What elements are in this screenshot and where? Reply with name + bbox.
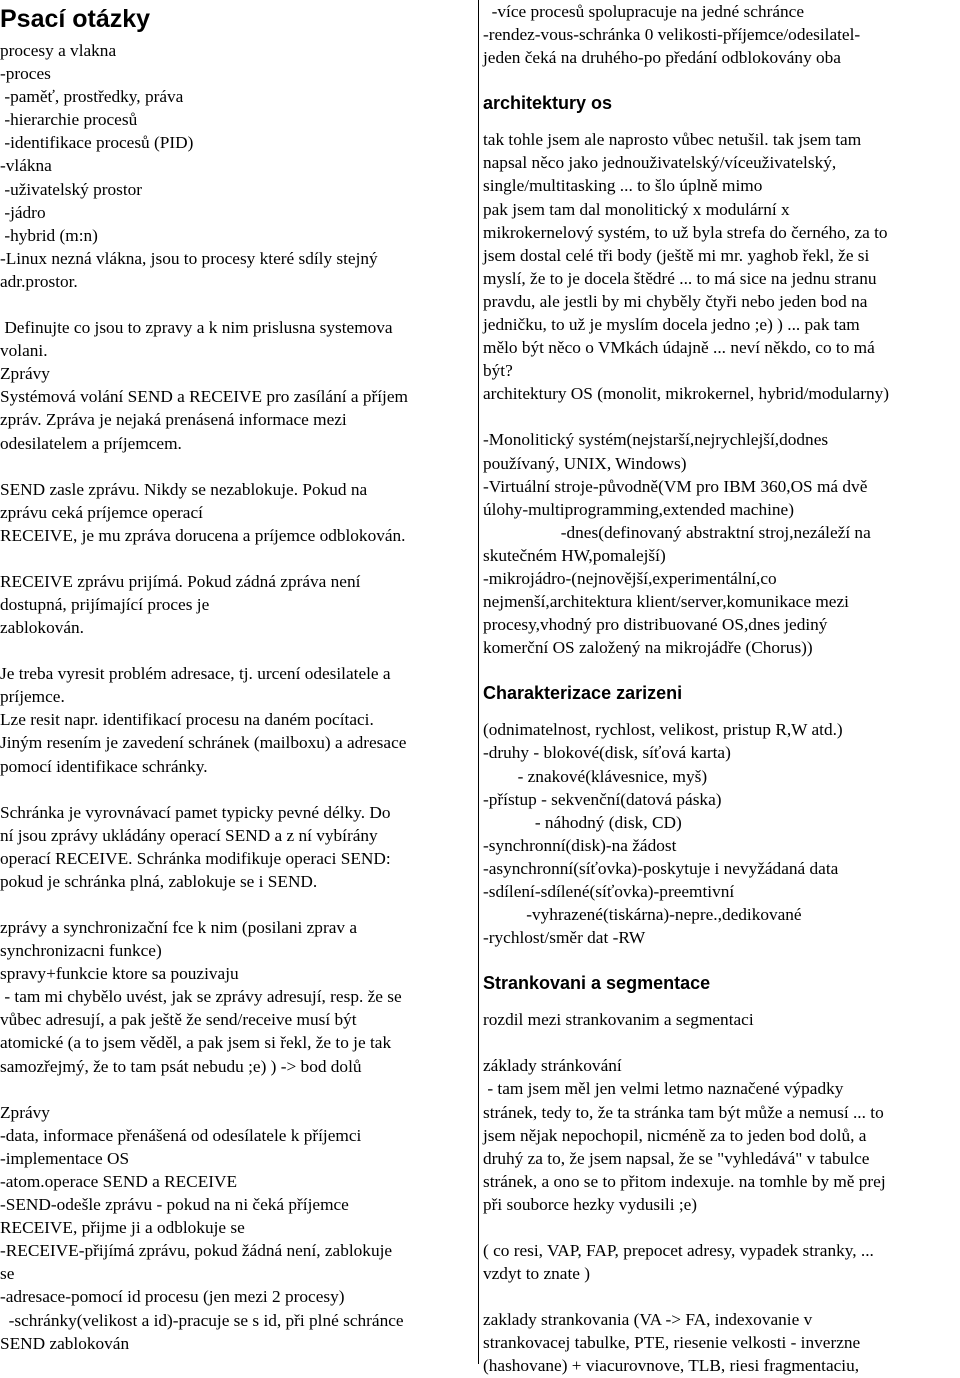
block-procesy-vlakna xyxy=(0,39,476,293)
text-line: zprávu ceká príjemce operací xyxy=(0,502,203,522)
text-line: operací RECEIVE. Schránka modifikuje operaci SEND: xyxy=(0,848,391,868)
text-line: Lze resit napr. identifikací procesu na daném pocítaci. xyxy=(0,710,374,730)
text-line: -přístup - sekvenční(datová páska) xyxy=(483,789,722,809)
text-line: -jádro xyxy=(0,202,46,222)
text-line: druhý za to, že jsem napsal, že se "vyhledává" v tabulce xyxy=(483,1148,870,1168)
text-line: skutečném HW,pomalejší) xyxy=(483,545,666,565)
text-line: RECEIVE, přijme ji a odblokuje se xyxy=(0,1218,245,1238)
text-line: ( co resi, VAP, FAP, prepocet adresy, vypadek stranky, ... xyxy=(483,1241,874,1261)
text-line: -uživatelský prostor xyxy=(0,179,143,199)
text-line: zaklady strankovania (VA -> FA, indexovanie v xyxy=(483,1310,813,1330)
text-line: při souborce hezky vydusili ;e) xyxy=(483,1194,698,1214)
text-line: príjemce. xyxy=(0,687,65,707)
text-line: architektury OS (monolit, mikrokernel, hybrid/modularny) xyxy=(483,384,890,404)
text-line: volani. xyxy=(0,341,48,361)
text-line: -sdílení-sdílené(síťovka)-preemtivní xyxy=(483,882,735,901)
text-line: dostupná, prijímající proces je xyxy=(0,594,210,614)
text-line: - tam mi chybělo uvést, jak se zprávy adresují, resp. že se xyxy=(0,987,402,1007)
text-line: zprávy a synchronizační fce k nim (posilani zprav a xyxy=(0,918,357,937)
text-line: -synchronní(disk)-na žádost xyxy=(483,835,677,855)
text-line: procesy,vhodný pro distribuované OS,dnes jediný xyxy=(483,615,828,635)
text-line: synchronizacni funkce) xyxy=(0,941,162,961)
block-synchronizace xyxy=(0,916,476,1078)
text-line: (hashovane) + viacurovnove, TLB, riesi fragmentaciu, xyxy=(483,1356,860,1376)
block-charakterizace xyxy=(483,718,957,949)
text-line: Zprávy xyxy=(0,1102,50,1122)
text-line: SEND zasle zprávu. Nikdy se nezablokuje. Pokud na xyxy=(0,479,368,499)
text-line: -data, informace přenášená od odesílatele k příjemci xyxy=(0,1125,362,1145)
text-line: tak tohle jsem ale naprosto vůbec netušil. tak jsem tam xyxy=(483,130,862,150)
text-line: RECEIVE, je mu zpráva dorucena a príjemce odblokován. xyxy=(0,525,406,545)
text-line: -identifikace procesů (PID) xyxy=(0,133,194,153)
text-line: úlohy-multiprogramming,extended machine) xyxy=(483,499,794,519)
text-line: rozdil mezi strankovanim a segmentaci xyxy=(483,1010,754,1030)
block-architektury-komentar xyxy=(483,128,957,405)
block-zaklady-strankovania xyxy=(483,1308,957,1377)
text-line: být? xyxy=(483,361,513,381)
text-line: single/multitasking ... to šlo úplně mimo xyxy=(483,176,763,196)
left-column xyxy=(0,0,476,1355)
block-rozdil xyxy=(483,1008,957,1031)
text-line: komerční OS založený na mikrojádře (Chorus)) xyxy=(483,638,813,658)
text-line: -paměť, prostředky, práva xyxy=(0,87,184,107)
text-line: SEND zablokován xyxy=(0,1333,130,1353)
block-send xyxy=(0,478,476,547)
text-line: -druhy - blokové(disk, síťová karta) xyxy=(483,743,731,763)
text-line: jsem nějak nepochopil, nicméně za to jeden bod dolů, a xyxy=(483,1125,867,1145)
text-line: zpráv. Zpráva je nejaká prenásená informace mezi xyxy=(0,410,347,430)
block-zpravy-shrnuti xyxy=(0,1101,476,1355)
text-line: -rychlost/směr dat -RW xyxy=(483,928,646,948)
text-line: -rendez-vous-schránka 0 velikosti-příjemce/odesilatel- xyxy=(483,25,861,45)
text-line: -dnes(definovaný abstraktní stroj,nezáleží na xyxy=(483,522,871,542)
text-line: mikrokernelový systém, to už byla strefa do černého, za to xyxy=(483,222,888,242)
text-line: stránek, a ono se to přitom indexuje. na tomhle by mě prej xyxy=(483,1171,886,1191)
text-line: (odnimatelnost, rychlost, velikost, pristup R,W atd.) xyxy=(483,720,843,740)
text-line: procesy a vlakna xyxy=(0,41,117,60)
text-line: -implementace OS xyxy=(0,1148,130,1168)
text-line: myslí, že to je docela štědré ... to má sice na jednu stranu xyxy=(483,268,877,288)
text-line: Schránka je vyrovnávací pamet typicky pevné délky. Do xyxy=(0,802,391,822)
text-line: - tam jsem měl jen velmi letmo naznačené výpadky xyxy=(483,1079,844,1099)
text-line: jsem dostal celé tři body (ještě mi mr. yaghob řekl, že si xyxy=(483,245,870,265)
text-line: jedničku, to už je myslím docela jedno ;e) ) ... pak tam xyxy=(483,315,860,335)
text-line: -více procesů spolupracuje na jedné schránce xyxy=(483,2,804,21)
text-line: -hierarchie procesů xyxy=(0,110,138,130)
text-line: mělo být něco o VMkách údajně ... neví někdo, co to má xyxy=(483,338,875,358)
text-line: ní jsou zprávy ukládány operací SEND a z ní vybírány xyxy=(0,825,378,845)
text-line: používaný, UNIX, Windows) xyxy=(483,453,687,473)
text-line: -schránky(velikost a id)-pracuje se s id, při plné schránce xyxy=(0,1310,404,1330)
text-line: vůbec adresují, a pak ještě že send/receive musí být xyxy=(0,1010,357,1030)
text-line: Jiným resením je zavedení schránek (mailboxu) a adresace xyxy=(0,733,407,753)
text-line: strankovacej tabulke, PTE, riesenie velkosti - inverzne xyxy=(483,1333,861,1353)
text-line: pokud je schránka plná, zablokuje se i SEND. xyxy=(0,871,318,891)
text-line: -Monolitický systém(nejstarší,nejrychlejší,dodnes xyxy=(483,430,829,450)
text-line: odesilatelem a príjemcem. xyxy=(0,433,182,453)
column-divider xyxy=(478,0,479,1364)
text-line: atomické (a to jsem věděl, a pak jsem si řekl, že to je tak xyxy=(0,1033,392,1053)
block-schranky-pokracovani xyxy=(483,0,957,69)
text-line: -proces xyxy=(0,64,51,84)
heading-architektury-os: architektury os xyxy=(483,93,613,114)
text-line: nejmenší,architektura klient/server,komunikace mezi xyxy=(483,592,849,612)
text-line: pravdu, ale jestli by mi chyběly čtyři nebo jeden bod na xyxy=(483,291,868,311)
text-line: Systémová volání SEND a RECEIVE pro zasílání a příjem xyxy=(0,387,408,407)
text-line: samozřejmý, že to tam psát nebudu ;e) ) -> bod dolů xyxy=(0,1056,362,1076)
heading-strankovani-segmentace: Strankovani a segmentace xyxy=(483,973,711,994)
text-line: -RECEIVE-přijímá zprávu, pokud žádná není, zablokuje xyxy=(0,1241,393,1261)
text-line: -hybrid (m:n) xyxy=(0,225,98,245)
block-receive xyxy=(0,570,476,639)
text-line: stránek, tedy to, že ta stránka tam být může a nemusí ... to xyxy=(483,1102,884,1122)
text-line: spravy+funkcie ktore sa pouzivaju xyxy=(0,964,239,984)
text-line: Definujte co jsou to zpravy a k nim prislusna systemova xyxy=(0,318,393,338)
text-line: - znakové(klávesnice, myš) xyxy=(483,766,708,786)
text-line: adr.prostor. xyxy=(0,271,78,291)
text-line: základy stránkování xyxy=(483,1056,622,1076)
text-line: Zprávy xyxy=(0,364,50,384)
text-line: pak jsem tam dal monolitický x modulární x xyxy=(483,199,790,219)
text-line: jeden čeká na druhého-po předání odblokovány oba xyxy=(483,48,841,68)
text-line: Je treba vyresit problém adresace, tj. urcení odesilatele a xyxy=(0,664,391,684)
text-line: -atom.operace SEND a RECEIVE xyxy=(0,1171,238,1191)
block-adresace xyxy=(0,662,476,777)
text-line: -SEND-odešle zprávu - pokud na ni čeká příjemce xyxy=(0,1195,349,1215)
text-line: -vyhrazené(tiskárna)-nepre.,dedikované xyxy=(483,905,802,925)
text-line: -mikrojádro-(nejnovější,experimentální,co xyxy=(483,568,777,588)
text-line: -adresace-pomocí id procesu (jen mezi 2 procesy) xyxy=(0,1287,345,1307)
right-column xyxy=(483,0,957,1378)
text-line: - náhodný (disk, CD) xyxy=(483,812,682,832)
block-schranka xyxy=(0,801,476,893)
text-line: napsal něco jako jednouživatelský/víceuživatelský, xyxy=(483,153,837,173)
text-line: -vlákna xyxy=(0,156,52,176)
block-co-resi xyxy=(483,1239,957,1285)
text-line: -asynchronní(síťovka)-poskytuje i nevyžádaná data xyxy=(483,858,839,878)
text-line: -Linux nezná vlákna, jsou to procesy které sdíly stejný xyxy=(0,248,378,268)
block-zpravy-definice xyxy=(0,316,476,455)
text-line: pomocí identifikace schránky. xyxy=(0,756,208,776)
text-line: RECEIVE zprávu prijímá. Pokud zádná zpráva není xyxy=(0,571,361,591)
page-title: Psací otázky xyxy=(0,5,151,33)
text-line: zablokován. xyxy=(0,618,84,638)
block-zaklady-strankovani xyxy=(483,1054,957,1216)
text-line: se xyxy=(0,1264,15,1284)
text-line: vzdyt to znate ) xyxy=(483,1264,591,1284)
text-line: -Virtuální stroje-původně(VM pro IBM 360,OS má dvě xyxy=(483,476,868,496)
heading-charakterizace-zarizeni: Charakterizace zarizeni xyxy=(483,683,683,704)
block-architektury-typy xyxy=(483,428,957,659)
